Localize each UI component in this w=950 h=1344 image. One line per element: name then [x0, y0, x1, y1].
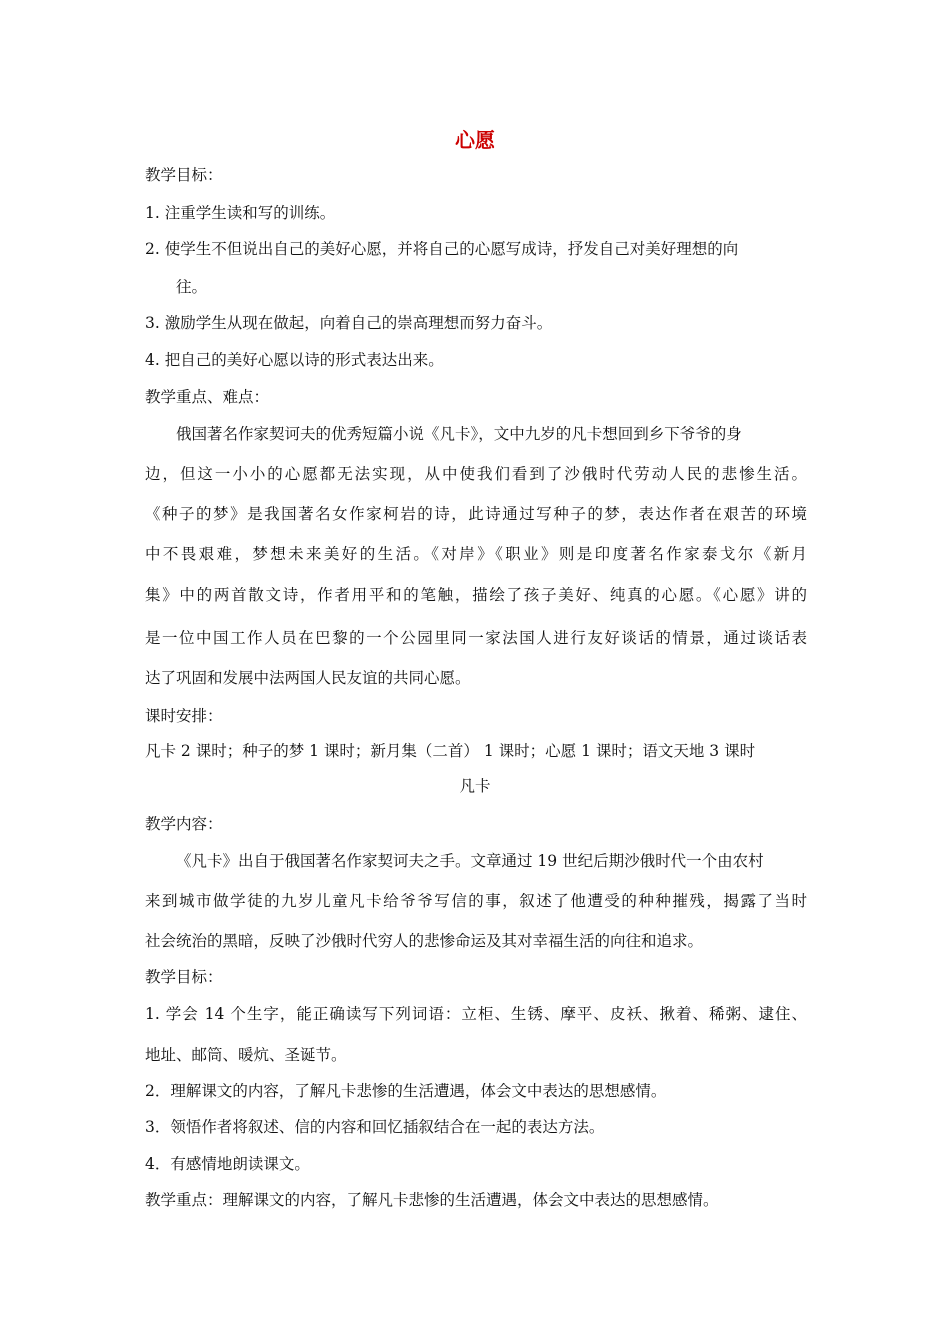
objective-item-4: 4. 把自己的美好心愿以诗的形式表达出来。: [145, 351, 444, 369]
section-heading-content: 教学内容：: [145, 815, 223, 833]
paragraph-line: 《种子的梦》是我国著名女作家柯岩的诗，此诗通过写种子的梦，表达作者在艰苦的环境: [145, 505, 807, 523]
paragraph-line: 达了巩固和发展中法两国人民友谊的共同心愿。: [145, 669, 471, 687]
section-heading-key-points: 教学重点、难点：: [145, 388, 270, 406]
lesson-objective-4: 4．有感情地朗读课文。: [145, 1155, 310, 1173]
paragraph-line: 中不畏艰难，梦想未来美好的生活。《对岸》《职业》则是印度著名作家泰戈尔《新月: [145, 545, 807, 563]
objective-item-3: 3. 激励学生从现在做起，向着自己的崇高理想而努力奋斗。: [145, 314, 553, 332]
lesson-title: 凡卡: [459, 777, 491, 795]
page-title: 心愿: [455, 128, 495, 152]
objective-item-1: 1. 注重学生读和写的训练。: [145, 204, 336, 222]
objective-item-2-cont: 往。: [176, 278, 208, 296]
section-heading-objectives: 教学目标：: [145, 166, 223, 184]
paragraph-line: 来到城市做学徒的九岁儿童凡卡给爷爷写信的事，叙述了他遭受的种种摧残，揭露了当时: [145, 892, 807, 910]
paragraph-line: 俄国著名作家契诃夫的优秀短篇小说《凡卡》，文中九岁的凡卡想回到乡下爷爷的身: [176, 425, 742, 443]
lesson-objective-3: 3．领悟作者将叙述、信的内容和回忆插叙结合在一起的表达方法。: [145, 1118, 605, 1136]
paragraph-line: 《凡卡》出自于俄国著名作家契诃夫之手。文章通过 19 世纪后期沙俄时代一个由农村: [176, 852, 764, 870]
objective-item-2: 2. 使学生不但说出自己的美好心愿，并将自己的心愿写成诗，抒发自己对美好理想的向: [145, 240, 739, 258]
lesson-key-point: 教学重点：理解课文的内容，了解凡卡悲惨的生活遭遇，体会文中表达的思想感情。: [145, 1191, 719, 1209]
section-heading-schedule: 课时安排：: [145, 707, 223, 725]
lesson-objective-1: 1. 学会 14 个生字，能正确读写下列词语：立柜、生锈、摩平、皮袄、揪着、稀粥、逮住、: [145, 1005, 807, 1023]
lesson-objective-2: 2．理解课文的内容，了解凡卡悲惨的生活遭遇，体会文中表达的思想感情。: [145, 1082, 667, 1100]
paragraph-line: 边，但这一小小的心愿都无法实现，从中使我们看到了沙俄时代劳动人民的悲惨生活。: [145, 465, 807, 483]
lesson-objective-1-cont: 地址、邮筒、暖炕、圣诞节。: [145, 1046, 347, 1064]
paragraph-line: 是一位中国工作人员在巴黎的一个公园里同一家法国人进行友好谈话的情景，通过谈话表: [145, 629, 807, 647]
paragraph-line: 集》中的两首散文诗，作者用平和的笔触，描绘了孩子美好、纯真的心愿。《心愿》讲的: [145, 586, 807, 604]
schedule-line: 凡卡 2 课时；种子的梦 1 课时；新月集（二首） 1 课时；心愿 1 课时；语文天地 3 课时: [145, 742, 756, 760]
paragraph-line: 社会统治的黑暗，反映了沙俄时代穷人的悲惨命运及其对幸福生活的向往和追求。: [145, 932, 704, 950]
section-heading-lesson-objectives: 教学目标：: [145, 968, 223, 986]
